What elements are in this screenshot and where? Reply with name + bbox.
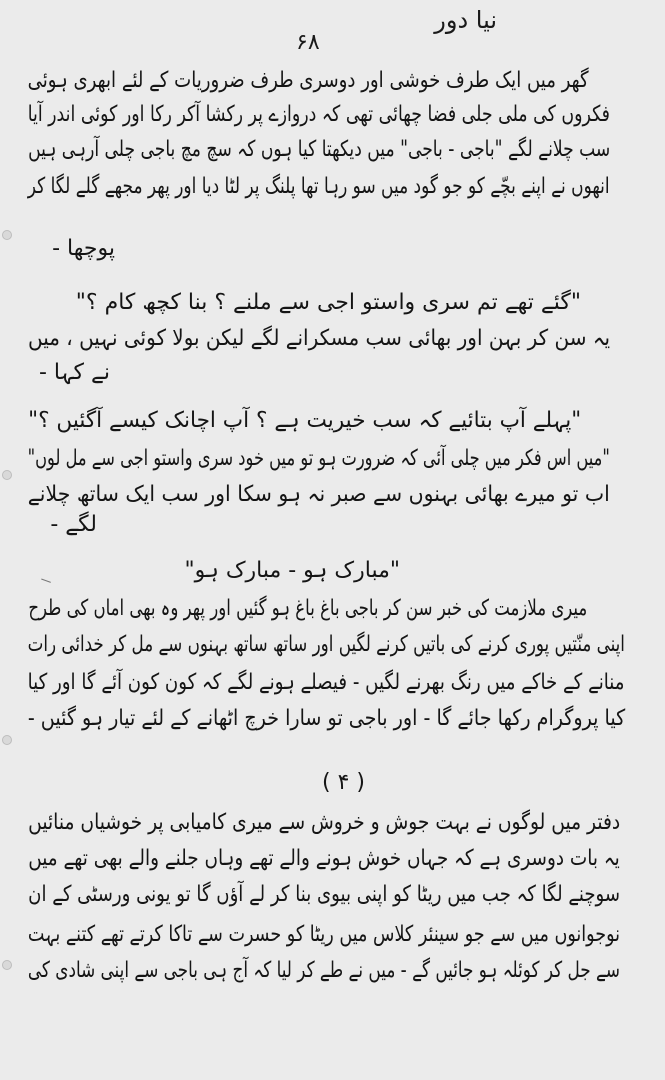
running-header-title: نیا دور (434, 6, 497, 34)
binding-hole (2, 230, 12, 240)
binding-hole (2, 735, 12, 745)
text-line: منانے کے خاکے میں رنگ بھرنے لگیں - فیصلے ہونے لگے کہ کون کون آئے گا اور کیا (28, 670, 625, 695)
text-line: سوچنے لگا کہ جب میں ریٹا کو اپنی بیوی بنا کر لے آؤں گا تو یونی ورسٹی کے ان (28, 882, 620, 907)
text-line: یہ بات دوسری ہے کہ جہاں خوش ہونے والے تھے وہاں جلنے والے بھی تھے میں (28, 846, 620, 871)
text-line: دفتر میں لوگوں نے بہت جوش و خروش سے میری کامیابی پر خوشیاں منائیں (27, 810, 620, 835)
binding-hole (2, 470, 12, 480)
text-line: اپنی منّتیں پوری کرنے کی باتیں کرنے لگیں اور ساتھ ساتھ بہنوں سے مل کر خدائی رات (27, 632, 625, 657)
text-line: نے کہا - (38, 360, 110, 385)
quote-line: "میں اس فکر میں چلی آئی کہ ضرورت ہو تو میں خود سری واستو اجی سے مل لوں" (27, 446, 610, 471)
text-line: فکروں کی ملی جلی فضا چھائی تھی کہ دروازے پر رکشا آکر رکا اور کوئی اندر آیا (27, 102, 610, 127)
section-number: ( ۴ ) (322, 770, 365, 795)
text-line: میری ملازمت کی خبر سن کر باجی باغ باغ ہو گئیں اور پھر وہ بھی اماں کی طرح (28, 596, 587, 621)
text-line: پوچھا - (52, 236, 115, 261)
binding-hole (2, 960, 12, 970)
text-line: یہ سن کر بہن اور بھائی سب مسکرانے لگے لیکن بولا کوئی نہیں ، میں (27, 326, 610, 351)
text-line: سے جل کر کوئلہ ہو جائیں گے - میں نے طے کر لیا کہ آج ہی باجی سے اپنی شادی کی (27, 958, 620, 983)
text-line: اب تو میرے بھائی بہنوں سے صبر نہ ہو سکا اور سب ایک ساتھ چلانے (27, 482, 610, 507)
quote-line: "گئے تھے تم سری واستو اجی سے ملنے ؟ بنا کچھ کام ؟" (75, 290, 581, 315)
text-line: گھر میں ایک طرف خوشی اور دوسری طرف ضروریات کے لئے ابھری ہوئی (28, 68, 589, 93)
text-line: انھوں نے اپنے بچّے کو جو گود میں سو رہا تھا پلنگ پر لٹا دیا اور پھر مجھے گلے لگا کر (28, 174, 610, 199)
scan-mark (39, 579, 51, 589)
text-line: لگے - (50, 512, 97, 537)
page-number: ۶۸ (296, 30, 320, 55)
text-line: نوجوانوں میں سے جو سینئر کلاس میں ریٹا کو حسرت سے تاکا کرتے تھے کتنے بہت (27, 922, 620, 947)
quote-line: "مبارک ہو - مبارک ہو" (184, 558, 400, 583)
quote-line: "پہلے آپ بتائیے کہ سب خیریت ہے ؟ آپ اچانک کیسے آگئیں ؟" (27, 408, 581, 433)
text-line: سب چلانے لگے "باجی - باجی" میں دیکھتا کیا ہوں کہ سچ مچ باجی چلی آرہی ہیں (27, 137, 610, 162)
text-line: کیا پروگرام رکھا جائے گا - اور باجی تو سارا خرچ اٹھانے کے لئے تیار ہو گئیں - (27, 706, 625, 731)
